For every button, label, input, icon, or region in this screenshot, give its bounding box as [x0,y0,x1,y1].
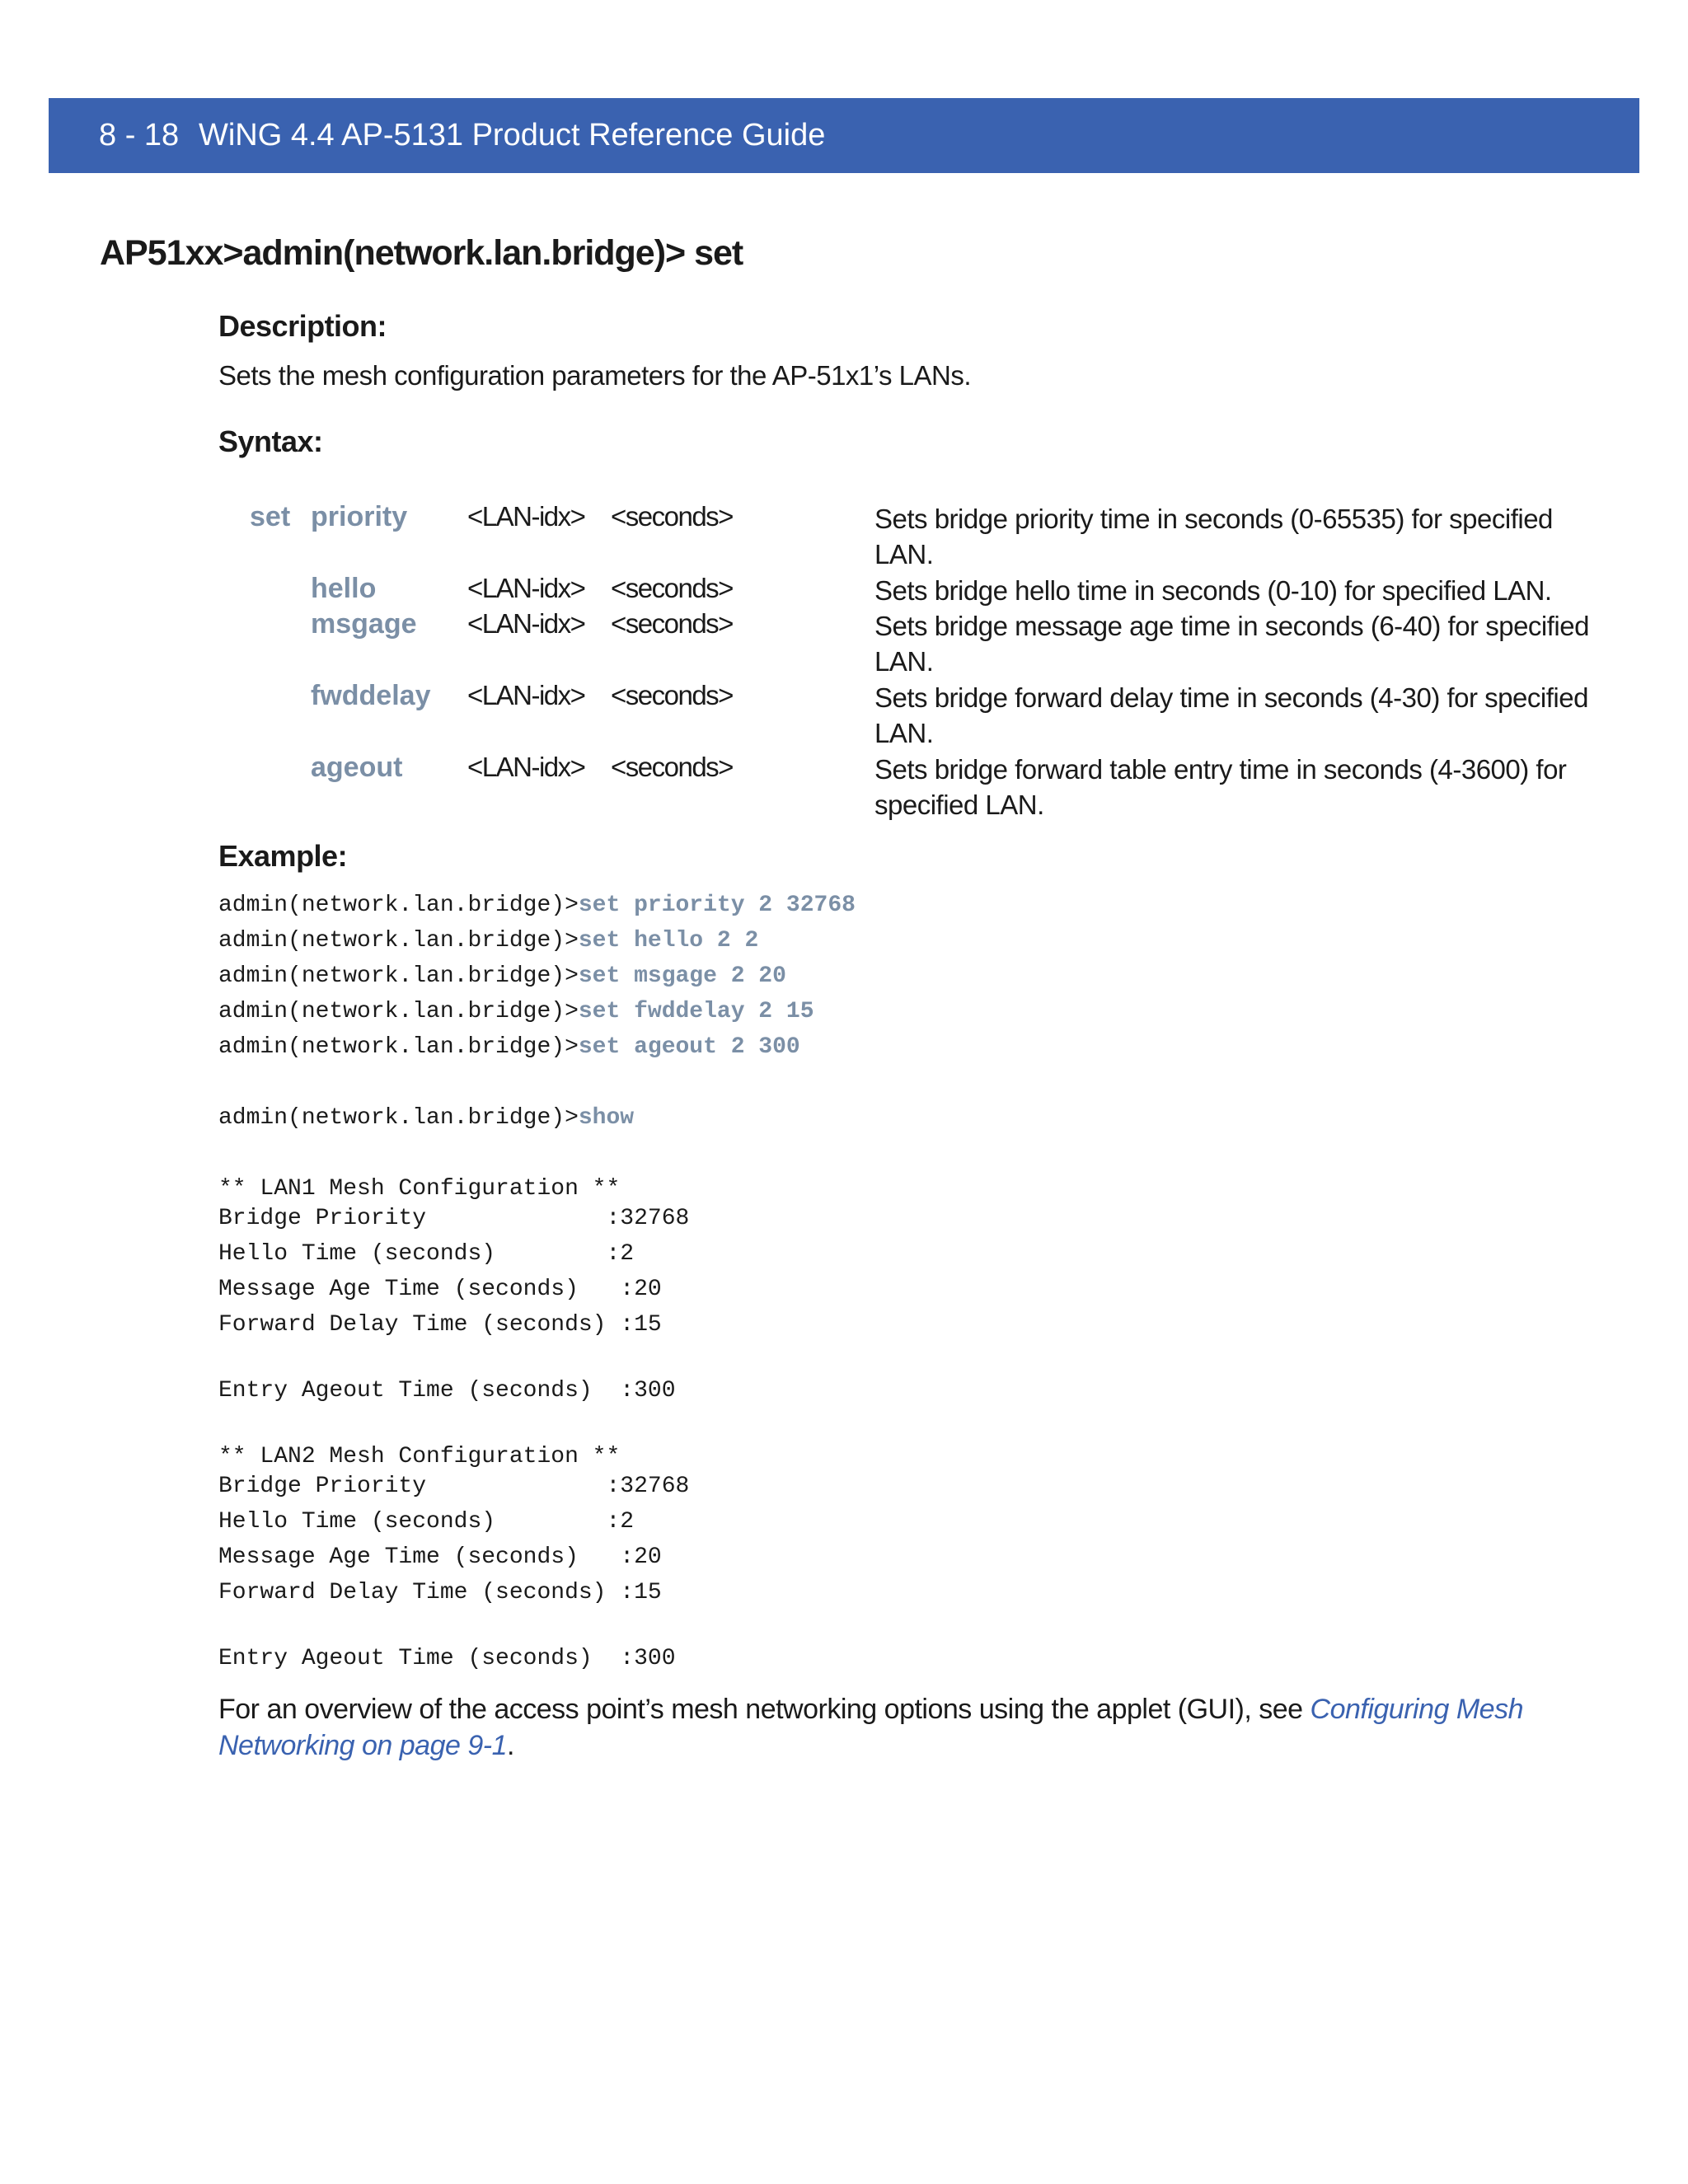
code-line [218,1034,800,1060]
code-prompt: admin(network.lan.bridge)> [218,963,579,989]
code-prompt: admin(network.lan.bridge)> [218,999,579,1024]
output-line: Forward Delay Time (seconds) :15 [218,1580,662,1605]
code-prompt: admin(network.lan.bridge)> [218,1105,579,1131]
code-command: set ageout 2 300 [578,1034,800,1060]
syntax-arg-seconds: <seconds> [611,752,733,782]
syntax-arg-lan: <LAN-idx> [467,752,585,782]
output-line: Message Age Time (seconds) :20 [218,1544,662,1570]
syntax-arg-lan: <LAN-idx> [467,501,585,532]
output-line: Entry Ageout Time (seconds) :300 [218,1378,676,1404]
syntax-arg-seconds: <seconds> [611,573,733,603]
cross-reference-link[interactable]: Configuring Mesh Networking on page 9-1 [218,1694,1523,1761]
page-header [49,98,1639,173]
code-command: set fwddelay 2 15 [578,999,814,1024]
footer-period: . [507,1730,514,1761]
syntax-description: Sets bridge hello time in seconds (0-10) for specified LAN. [874,575,1552,606]
description-text: Sets the mesh configuration parameters for the AP-51x1’s LANs. [218,360,972,391]
syntax-description: Sets bridge forward delay time in seconds (4-30) for specified LAN. [874,682,1588,748]
output-line: Forward Delay Time (seconds) :15 [218,1312,662,1338]
code-prompt: admin(network.lan.bridge)> [218,1034,579,1060]
page-number: 8 - 18 [99,118,180,152]
syntax-arg-seconds: <seconds> [611,608,733,639]
syntax-heading: Syntax: [218,424,323,458]
syntax-description: Sets bridge message age time in seconds (6-40) for specified LAN. [874,611,1589,677]
syntax-keyword: msgage [311,608,417,640]
code-line [218,963,786,989]
description-heading: Description: [218,309,387,343]
syntax-keyword: priority [311,501,408,532]
output-line: Hello Time (seconds) :2 [218,1509,635,1535]
code-line [218,1105,634,1131]
lan1-heading: ** LAN1 Mesh Configuration ** [218,1176,621,1202]
syntax-description: Sets bridge priority time in seconds (0-65535) for specified LAN. [874,504,1553,569]
book-title: WiNG 4.4 AP-5131 Product Reference Guide [199,118,826,152]
code-command: set msgage 2 20 [578,963,786,989]
output-line: Hello Time (seconds) :2 [218,1241,635,1267]
syntax-set-keyword: set [250,501,291,532]
footer-paragraph [218,1691,1554,1764]
output-line: Message Age Time (seconds) :20 [218,1277,662,1302]
syntax-arg-lan: <LAN-idx> [467,573,585,603]
code-prompt: admin(network.lan.bridge)> [218,893,579,918]
output-line: Bridge Priority :32768 [218,1474,690,1499]
lan2-heading: ** LAN2 Mesh Configuration ** [218,1444,621,1469]
syntax-arg-seconds: <seconds> [611,680,733,710]
footer-text: For an overview of the access point’s mesh networking options using the applet (GUI), see [218,1694,1311,1725]
syntax-keyword: fwddelay [311,680,431,711]
syntax-arg-seconds: <seconds> [611,501,733,532]
syntax-keyword: ageout [311,752,403,783]
syntax-keyword: hello [311,573,377,604]
code-command: set priority 2 32768 [578,893,856,918]
code-prompt: admin(network.lan.bridge)> [218,928,579,954]
code-line [218,893,856,918]
code-line [218,928,758,954]
output-line: Entry Ageout Time (seconds) :300 [218,1646,676,1671]
code-command: set hello 2 2 [578,928,759,954]
example-heading: Example: [218,839,348,873]
code-command: show [578,1105,635,1131]
code-line [218,999,814,1024]
syntax-description: Sets bridge forward table entry time in seconds (4-3600) for specified LAN. [874,754,1567,820]
output-line: Bridge Priority :32768 [218,1206,690,1231]
syntax-arg-lan: <LAN-idx> [467,680,585,710]
syntax-arg-lan: <LAN-idx> [467,608,585,639]
command-title: AP51xx>admin(network.lan.bridge)> set [100,233,743,273]
